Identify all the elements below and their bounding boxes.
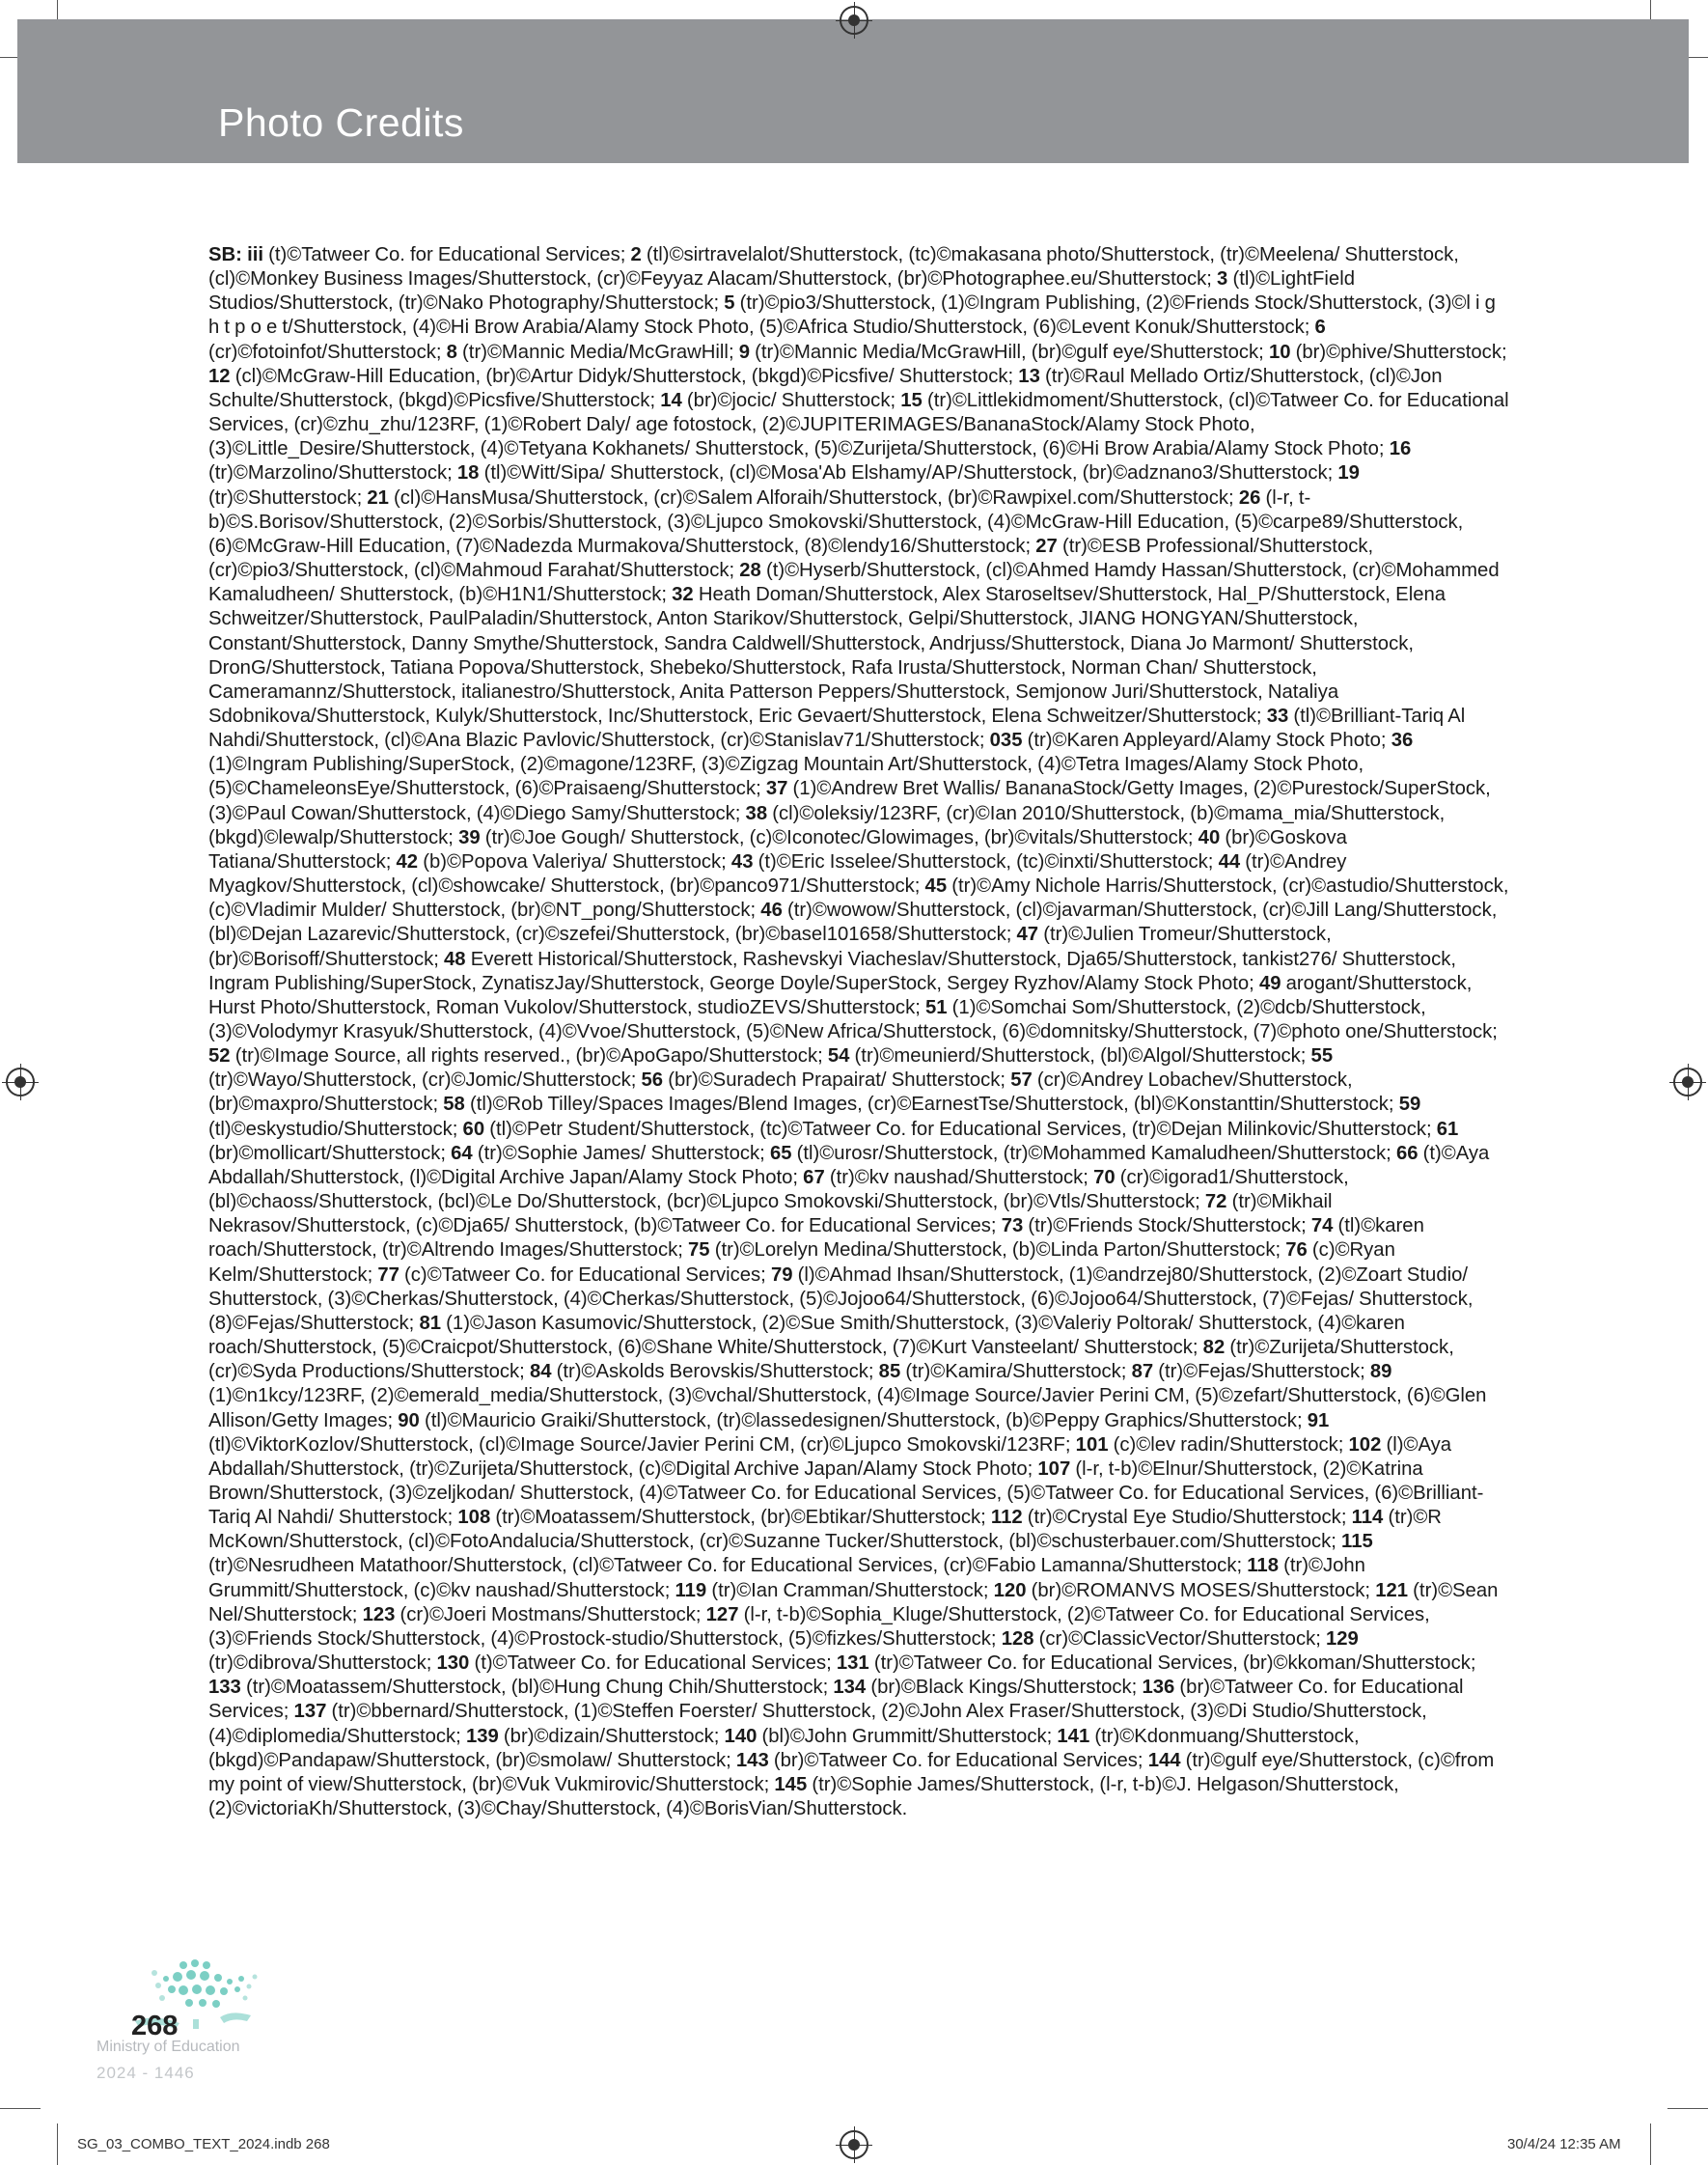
credit-text: (tr)©Moatassem/Shutterstock, (bl)©Hung Chung Chih/Shutterstock; xyxy=(240,1677,834,1699)
credit-text: (tr)©R McKown/Shutterstock, (cl)©FotoAndalucia/Shutterstock, (cr)©Suzanne Tucker/Shutterstock, (bl)©schusterbauer.com/Shutterstock; xyxy=(208,1507,1442,1553)
credit-entry xyxy=(833,1677,1142,1698)
credit-text: (br)©Suradech Prapairat/ Shutterstock; xyxy=(663,1069,1011,1092)
credit-text: (tr)©Lorelyn Medina/Shutterstock, (b)©Linda Parton/Shutterstock; xyxy=(709,1239,1286,1262)
credit-entry xyxy=(736,1750,1148,1771)
credit-page-number: 140 xyxy=(724,1725,758,1747)
credit-text: (tr)©Image Source, all rights reserved., (br)©ApoGapo/Shutterstock; xyxy=(230,1045,828,1068)
credit-page-number: 119 xyxy=(675,1579,707,1601)
credit-entry xyxy=(660,390,900,411)
credit-text: (tr)©Marzolino/Shutterstock; xyxy=(208,462,457,485)
credit-text: (br)©Goskova Tatiana/Shutterstock; xyxy=(208,826,1347,873)
credit-text: (cr)©ClassicVector/Shutterstock; xyxy=(1033,1627,1326,1650)
credit-page-number: 18 xyxy=(456,462,480,485)
page-title: Photo Credits xyxy=(218,100,464,145)
credit-text: (tl)©Mauricio Graiki/Shutterstock, (tr)©lassedesignen/Shutterstock, (b)©Peppy Graphics/Shutterstock; xyxy=(419,1409,1308,1431)
credit-text: (b)©Popova Valeriya/ Shutterstock; xyxy=(418,850,731,873)
credit-page-number: 64 xyxy=(451,1142,473,1164)
credit-text: (br)©Tatweer Co. for Educational Services; xyxy=(768,1749,1148,1771)
credit-page-number: 47 xyxy=(1016,924,1039,946)
credit-page-number: 144 xyxy=(1147,1749,1181,1771)
credit-entry xyxy=(208,366,1018,387)
credit-text: (1)©Somchai Som/Shutterstock, (2)©dcb/Shutterstock, (3)©Volodymyr Krasyuk/Shutterstock, (4)©Vvoe/Shutterstock, (5)©New Africa/Shutterstock, (6)©domnitsky/Shutterstock, (7)©photo one/Shutterstock; xyxy=(208,996,1498,1042)
credit-page-number: 49 xyxy=(1258,972,1281,994)
credit-entry xyxy=(458,827,1198,848)
credit-page-number: 65 xyxy=(769,1142,792,1164)
credit-page-number: 48 xyxy=(444,948,466,970)
credit-page-number: 27 xyxy=(1035,535,1058,557)
credit-page-number: 85 xyxy=(878,1361,901,1383)
credit-entry xyxy=(642,1069,1011,1091)
credit-text: (cl)©HansMusa/Shutterstock, (cr)©Salem Alforaih/Shutterstock, (br)©Rawpixel.com/Shutterstock; xyxy=(388,486,1239,509)
credit-text: (cr)©Joeri Mostmans/Shutterstock; xyxy=(395,1603,706,1625)
credit-page-number: 035 xyxy=(989,730,1023,752)
credit-page-number: 57 xyxy=(1010,1069,1033,1092)
credit-text: (tr)©Ian Cramman/Shutterstock; xyxy=(706,1579,994,1601)
credit-page-number: 67 xyxy=(803,1166,825,1188)
credit-text: (tr)©Kdonmuang/Shutterstock, (bkgd)©Pandapaw/Shutterstock, (br)©smolaw/ Shutterstock; xyxy=(208,1725,1360,1771)
credit-page-number: 136 xyxy=(1142,1677,1175,1699)
credit-text: (tr)©Karen Appleyard/Alamy Stock Photo; xyxy=(1022,730,1391,752)
credit-text: (t)©Tatweer Co. for Educational Services; xyxy=(262,244,631,265)
credit-text: (tl)©Petr Student/Shutterstock, (tc)©Tatweer Co. for Educational Services, (tr)©Dejan Milinkovic/Shutterstock; xyxy=(484,1118,1437,1140)
credit-page-number: 84 xyxy=(529,1361,552,1383)
credit-page-number: 61 xyxy=(1436,1118,1459,1140)
credit-page-number: 10 xyxy=(1268,341,1291,363)
credit-page-number: 108 xyxy=(457,1507,491,1529)
credit-text: (tr)©ESB Professional/Shutterstock, (cr)©pio3/Shutterstock, (cl)©Mahmoud Farahat/Shutterstock; xyxy=(208,535,1374,582)
credit-entry xyxy=(739,342,1269,363)
credit-page-number: 14 xyxy=(660,389,682,411)
credit-page-number: 8 xyxy=(446,341,457,363)
credit-text: (tr)©meunierd/Shutterstock, (bl)©Algol/Shutterstock; xyxy=(849,1045,1311,1068)
credit-page-number: 60 xyxy=(462,1118,485,1140)
credit-text: (tr)©bbernard/Shutterstock, (1)©Steffen Foerster/ Shutterstock, (2)©John Alex Fraser/Shutterstock, (3)©Di Studio/Shutterstock, (4)©diplomedia/Shutterstock; xyxy=(208,1701,1427,1747)
credit-page-number: 19 xyxy=(1337,462,1360,485)
credit-text: (1)©Jason Kasumovic/Shutterstock, (2)©Sue Smith/Shutterstock, (3)©Valeriy Poltorak/ Shutterstock, (4)©karen roach/Shutterstock, (5)©Craicpot/Shutterstock, (6)©Shane White/Shutterstock, (7)©Kurt Vansteelant/ Shutterstock; xyxy=(208,1312,1405,1359)
credit-page-number: 59 xyxy=(1398,1094,1421,1116)
credit-text: (l-r, t-b)©S.Borisov/Shutterstock, (2)©Sorbis/Shutterstock, (3)©Ljupco Smokovski/Shutterstock, (4)©McGraw-Hill Education, (5)©carpe89/Shutterstock, (6)©McGraw-Hill Education, (7)©Nadezda Murmakova/Shutterstock, (8)©lendy16/Shutterstock; xyxy=(208,486,1464,557)
credit-text: (tr)©Nesrudheen Matathoor/Shutterstock, (cl)©Tatweer Co. for Educational Services, (cr)©Fabio Lamanna/Shutterstock; xyxy=(208,1555,1248,1577)
credit-page-number: 114 xyxy=(1351,1507,1384,1529)
credit-entry xyxy=(994,1580,1376,1601)
credit-page-number: 45 xyxy=(924,875,948,898)
registration-mark-icon xyxy=(6,1068,35,1096)
credit-text: (t)©Aya Abdallah/Shutterstock, (l)©Digital Archive Japan/Alamy Stock Photo; xyxy=(208,1142,1490,1188)
credit-text: (tl)©sirtravelalot/Shutterstock, (tc)©makasana photo/Shutterstock, (tr)©Meelena/ Shutterstock, (cl)©Monkey Business Images/Shutterstock, (cr)©Feyyaz Alacam/Shutterstock, (br)©Photographee.eu/Shutterstock; xyxy=(208,244,1459,291)
registration-mark-icon xyxy=(1673,1068,1702,1096)
credit-text: (tr)©wowow/Shutterstock, (cl)©javarman/Shutterstock, (cr)©Jill Lang/Shutterstock, (bl)©Dejan Lazarevic/Shutterstock, (cr)©szefei/Shutterstock, (br)©basel101658/Shutterstock; xyxy=(208,900,1498,946)
credit-page-number: 43 xyxy=(730,850,754,873)
credit-text: (tr)©kv naushad/Shutterstock; xyxy=(824,1166,1094,1188)
credit-text: (c)©Ryan Kelm/Shutterstock; xyxy=(208,1239,1395,1286)
credit-text: (br)©dizain/Shutterstock; xyxy=(498,1725,725,1747)
credit-page-number: 76 xyxy=(1285,1239,1308,1262)
credit-page-number: 131 xyxy=(836,1652,869,1675)
credit-page-number: 58 xyxy=(443,1094,465,1116)
credit-entry xyxy=(377,1264,771,1286)
credit-text: (t)©Tatweer Co. for Educational Services; xyxy=(469,1652,837,1675)
credit-text: (tl)©Rob Tilley/Spaces Images/Blend Images, (cr)©EarnestTse/Shutterstock, (bl)©Konstanttin/Shutterstock; xyxy=(464,1094,1399,1116)
credit-text: (l)©Ahmad Ihsan/Shutterstock, (1)©andrzej80/Shutterstock, (2)©Zoart Studio/ Shutterstock, (3)©Cherkas/Shutterstock, (4)©Cherkas/Shutterstock, (5)©Jojoo64/Shutterstock, (6)©Jojoo64/Shutterstock, (7)©Fejas/ Shutterstock, (8)©Fejas/Shutterstock; xyxy=(208,1263,1474,1334)
credit-entry xyxy=(1076,1434,1349,1456)
credit-page-number: 36 xyxy=(1391,730,1414,752)
credit-entry xyxy=(457,462,1338,484)
credit-text: (br)©mollicart/Shutterstock; xyxy=(208,1142,452,1164)
credit-page-number: 128 xyxy=(1001,1627,1034,1650)
credit-text: (tr)©Amy Nichole Harris/Shutterstock, (cr)©astudio/Shutterstock, (c)©Vladimir Mulder/ Shutterstock, (br)©NT_pong/Shutterstock; xyxy=(208,875,1509,922)
credit-page-number: 44 xyxy=(1218,850,1241,873)
credit-text: (tl)©karen roach/Shutterstock, (tr)©Altrendo Images/Shutterstock; xyxy=(208,1215,1424,1262)
credit-text: (br)©Tatweer Co. for Educational Services; xyxy=(208,1677,1464,1723)
credit-page-number: 123 xyxy=(362,1603,396,1625)
credit-entry xyxy=(828,1045,1311,1067)
credit-entry xyxy=(208,1045,828,1067)
credit-text: (tr)©Wayo/Shutterstock, (cr)©Jomic/Shutterstock; xyxy=(208,1069,642,1092)
ministry-year: 2024 - 1446 xyxy=(96,2064,195,2082)
credit-text: (c)©lev radin/Shutterstock; xyxy=(1108,1433,1349,1456)
credit-text: (t)©Eric Isselee/Shutterstock, (tc)©inxti/Shutterstock; xyxy=(753,850,1219,873)
credit-page-number: 72 xyxy=(1204,1191,1227,1213)
credit-text: (tr)©Friends Stock/Shutterstock; xyxy=(1023,1215,1311,1237)
credit-text: (tr)©Shutterstock; xyxy=(208,486,368,509)
page-number: 268 xyxy=(131,2011,179,2041)
credit-page-number: 5 xyxy=(724,292,735,315)
credit-page-number: 26 xyxy=(1238,486,1261,509)
credit-page-number: 115 xyxy=(1341,1531,1373,1553)
credit-text: (tl)©ViktorKozlov/Shutterstock, (cl)©Image Source/Javier Perini CM, (cr)©Ljupco Smokovski/123RF; xyxy=(208,1433,1076,1456)
credit-entry xyxy=(208,1677,833,1698)
credit-page-number: 81 xyxy=(419,1312,442,1334)
credit-entry xyxy=(463,1119,1437,1140)
credit-entry xyxy=(437,1652,837,1674)
credit-page-number: 102 xyxy=(1348,1433,1382,1456)
credit-page-number: 32 xyxy=(672,584,694,606)
credit-page-number: 87 xyxy=(1131,1361,1154,1383)
credit-page-number: 120 xyxy=(993,1579,1027,1601)
credit-entry xyxy=(837,1652,1476,1674)
credit-entry xyxy=(208,584,1446,727)
crop-mark xyxy=(0,2108,41,2109)
credit-page-number: 134 xyxy=(833,1677,867,1699)
credit-page-number: 51 xyxy=(924,996,948,1018)
credit-page-number: 143 xyxy=(735,1749,769,1771)
credit-page-number: 129 xyxy=(1326,1627,1359,1650)
credit-page-number: 3 xyxy=(1217,268,1228,291)
credit-entry xyxy=(451,1143,770,1164)
credit-text: (tl)©Witt/Sipa/ Shutterstock, (cl)©Mosa'Ab Elshamy/AP/Shutterstock, (br)©adznano3/Shutterstock; xyxy=(479,462,1338,485)
credit-entry xyxy=(1269,342,1507,363)
credit-page-number: SB: iii xyxy=(208,244,263,265)
credit-page-number: 79 xyxy=(770,1263,793,1286)
credit-text: (tr)©Kamira/Shutterstock; xyxy=(900,1361,1132,1383)
credit-entry xyxy=(367,487,1238,509)
credit-entry xyxy=(1132,1361,1370,1382)
credit-text: (tr)©dibrova/Shutterstock; xyxy=(208,1652,437,1675)
credit-text: (tr)©Joe Gough/ Shutterstock, (c)©Iconotec/Glowimages, (br)©vitals/Shutterstock; xyxy=(480,826,1198,848)
credit-page-number: 130 xyxy=(436,1652,470,1675)
ministry-name-english: Ministry of Education xyxy=(96,2039,240,2055)
credit-entry xyxy=(1002,1215,1311,1236)
credit-text: (1)©Andrew Bret Wallis/ BananaStock/Getty Images, (2)©Purestock/SuperStock, (3)©Paul Cowan/Shutterstock, (4)©Diego Samy/Shutterstock; xyxy=(208,778,1491,824)
credit-page-number: 52 xyxy=(208,1045,231,1068)
slug-file-name: SG_03_COMBO_TEXT_2024.indb 268 xyxy=(77,2136,330,2152)
credit-page-number: 28 xyxy=(739,560,761,582)
credit-text: (tr)©Askolds Berovskis/Shutterstock; xyxy=(551,1361,879,1383)
credit-page-number: 39 xyxy=(458,826,481,848)
credit-text: (tr)©gulf eye/Shutterstock, (c)©from my point of view/Shutterstock, (br)©Vuk Vukmirovic/Shutterstock; xyxy=(208,1749,1495,1795)
credit-page-number: 54 xyxy=(827,1045,850,1068)
registration-mark-icon xyxy=(840,6,868,35)
credit-entry xyxy=(725,1726,1058,1747)
registration-mark-icon xyxy=(840,2130,868,2159)
credit-page-number: 2 xyxy=(630,244,642,265)
credit-text: (tr)©Moatassem/Shutterstock, (br)©Ebtikar/Shutterstock; xyxy=(490,1507,991,1529)
credit-text: (br)©Black Kings/Shutterstock; xyxy=(866,1677,1143,1699)
credit-entry xyxy=(688,1239,1285,1261)
credit-text: (tr)©Mannic Media/McGrawHill, (br)©gulf eye/Shutterstock; xyxy=(750,341,1269,363)
credit-text: (tr)©Crystal Eye Studio/Shutterstock; xyxy=(1022,1507,1352,1529)
credit-text: (t)©Hyserb/Shutterstock, (cl)©Ahmed Hamdy Hassan/Shutterstock, (cr)©Mohammed Kamaludheen/ Shutterstock, (b)©H1N1/Shutterstock; xyxy=(208,560,1500,606)
credit-page-number: 55 xyxy=(1310,1045,1334,1068)
credit-page-number: 42 xyxy=(396,850,419,873)
credit-text: (tl)©Brilliant-Tariq Al Nahdi/Shutterstock, (cl)©Ana Blazic Pavlovic/Shutterstock, (cr)©Stanislav71/Shutterstock; xyxy=(208,705,1466,752)
credit-text: (cr)©fotoinfot/Shutterstock; xyxy=(208,341,447,363)
credit-text: (tl)©eskystudio/Shutterstock; xyxy=(208,1118,463,1140)
credit-entry xyxy=(208,244,631,265)
credit-page-number: 89 xyxy=(1369,1361,1392,1383)
crop-mark xyxy=(57,2123,58,2165)
credit-text: arogant/Shutterstock, Hurst Photo/Shutterstock, Roman Vukolov/Shutterstock, studioZEVS/Shutterstock; xyxy=(208,972,1473,1018)
credit-entry xyxy=(363,1604,706,1625)
credit-text: (tr)©Raul Mellado Ortiz/Shutterstock, (cl)©Jon Schulte/Shutterstock, (bkgd)©Picsfive/Shutterstock; xyxy=(208,365,1443,411)
credit-page-number: 90 xyxy=(398,1409,420,1431)
credit-text: (tl)©LightField Studios/Shutterstock, (tr)©Nako Photography/Shutterstock; xyxy=(208,268,1355,315)
credit-text: (1)©n1kcy/123RF, (2)©emerald_media/Shutterstock, (3)©vchal/Shutterstock, (4)©Image Source/Javier Perini CM, (5)©zefart/Shutterstock, (6)©Glen Allison/Getty Images; xyxy=(208,1385,1487,1431)
credit-text: (tr)©Fejas/Shutterstock; xyxy=(1153,1361,1370,1383)
credit-text: (tr)©Tatweer Co. for Educational Services, (br)©kkoman/Shutterstock; xyxy=(868,1652,1476,1675)
credit-entry xyxy=(675,1580,993,1601)
credit-page-number: 66 xyxy=(1395,1142,1419,1164)
credit-entry xyxy=(398,1410,1307,1431)
credit-page-number: 38 xyxy=(745,802,768,824)
credit-entry xyxy=(1002,1628,1326,1650)
slug-date: 30/4/24 12:35 AM xyxy=(1507,2136,1621,2152)
credit-entry xyxy=(530,1361,879,1382)
credit-entry xyxy=(991,1507,1352,1528)
credit-entry xyxy=(803,1167,1093,1188)
credit-entry xyxy=(731,851,1219,873)
credit-text: (tr)©Sean Nel/Shutterstock; xyxy=(208,1579,1499,1625)
credit-page-number: 37 xyxy=(765,778,788,800)
credit-page-number: 145 xyxy=(774,1773,808,1795)
credit-page-number: 107 xyxy=(1037,1457,1071,1480)
credit-text: (br)©phive/Shutterstock; xyxy=(1290,341,1507,363)
credit-page-number: 121 xyxy=(1375,1579,1409,1601)
credit-page-number: 33 xyxy=(1266,705,1289,727)
credit-page-number: 9 xyxy=(738,341,750,363)
credit-page-number: 141 xyxy=(1057,1725,1090,1747)
crop-mark xyxy=(1650,2123,1651,2165)
credit-page-number: 70 xyxy=(1093,1166,1116,1188)
credit-entry xyxy=(466,1726,725,1747)
credit-page-number: 40 xyxy=(1198,826,1221,848)
credit-text: (bl)©John Grummitt/Shutterstock; xyxy=(757,1725,1058,1747)
credit-page-number: 139 xyxy=(465,1725,499,1747)
credit-text: (tr)©Zurijeta/Shutterstock, (cr)©Syda Productions/Shutterstock; xyxy=(208,1337,1454,1383)
credit-text: (tr)©John Grummitt/Shutterstock, (c)©kv naushad/Shutterstock; xyxy=(208,1555,1365,1601)
credit-entry xyxy=(447,342,739,363)
credit-text: (cl)©McGraw-Hill Education, (br)©Artur Didyk/Shutterstock, (bkgd)©Picsfive/ Shutterstock; xyxy=(230,365,1019,387)
credit-text: (tr)©Andrey Myagkov/Shutterstock, (cl)©showcake/ Shutterstock, (br)©panco971/Shutterstock; xyxy=(208,850,1347,898)
credit-text: (tr)©Littlekidmoment/Shutterstock, (cl)©Tatweer Co. for Educational Services, (cr)©zhu_zhu/123RF, (1)©Robert Daly/ age fotostock, (2)©JUPITERIMAGES/BananaStock/Alamy Stock Photo, (3)©Little_Desire/Shutterstock, (4)©Tetyana Kokhanets/ Shutterstock, (5)©Zurijeta/Shutterstock, (6)©Hi Brow Arabia/Alamy Stock Photo; xyxy=(208,389,1509,460)
credit-page-number: 73 xyxy=(1001,1215,1024,1237)
credit-entry xyxy=(457,1507,991,1528)
credit-page-number: 12 xyxy=(208,365,231,387)
credit-page-number: 13 xyxy=(1018,365,1040,387)
credit-text: (cr)©igorad1/Shutterstock, (bl)©chaoss/Shutterstock, (bcl)©Le Do/Shutterstock, (bcr)©Ljupco Smokovski/Shutterstock, (br)©Vtls/Shutterstock; xyxy=(208,1166,1349,1213)
credit-page-number: 15 xyxy=(900,389,923,411)
credit-entry xyxy=(990,730,1391,751)
credit-text: (tr)©pio3/Shutterstock, (1)©Ingram Publishing, (2)©Friends Stock/Shutterstock, (3)©l i g h t p o e t/Shutterstock, (4)©Hi Brow Arabia/Alamy Stock Photo, (5)©Africa Studio/Shutterstock, (6)©Levent Konuk/Shutterstock; xyxy=(208,292,1496,339)
credit-text: Everett Historical/Shutterstock, Rashevskyi Viacheslav/Shutterstock, Dja65/Shutterstock, tankist276/ Shutterstock, Ingram Publishing/SuperStock, ZynatiszJay/Shutterstock, George Doyle/SuperStock, Sergey Ryzhov/Alamy Stock Photo; xyxy=(208,948,1456,994)
credit-page-number: 101 xyxy=(1075,1433,1109,1456)
credit-page-number: 77 xyxy=(377,1263,399,1286)
credit-page-number: 46 xyxy=(760,900,783,922)
credit-text: Heath Doman/Shutterstock, Alex Staroseltsev/Shutterstock, Hal_P/Shutterstock, Elena Schweitzer/Shutterstock, PaulPaladin/Shutterstock, Anton Starikov/Shutterstock, Gelpi/Shutterstock, JIANG HONGYAN/Shutterstock, Constant/Shutterstock, Danny Smythe/Shutterstock, Sandra Caldwell/Shutterstock, Andrjuss/Shutterstock, Diana Jo Marmont/ Shutterstock, DronG/Shutterstock, Tatiana Popova/Shutterstock, Shebeko/Shutterstock, Rafa Irusta/Shutterstock, Norman Chan/ Shutterstock, Cameramannz/Shutterstock, italianestro/Shutterstock, Anita Patterson Peppers/Shutterstock, Semjonow Juri/Shutterstock, Nataliya Sdobnikova/Shutterstock, Kulyk/Shutterstock, Inc/Shutterstock, Eric Gevaert/Shutterstock, Elena Schweitzer/Shutterstock; xyxy=(208,584,1446,727)
credit-page-number: 56 xyxy=(641,1069,664,1092)
credit-page-number: 137 xyxy=(293,1701,327,1723)
credit-text: (tl)©urosr/Shutterstock, (tr)©Mohammed Kamaludheen/Shutterstock; xyxy=(791,1142,1396,1164)
credit-page-number: 21 xyxy=(367,486,389,509)
credit-entry xyxy=(770,1143,1396,1164)
credit-text: (tr)©Mannic Media/McGrawHill; xyxy=(456,341,739,363)
credit-text: (br)©jocic/ Shutterstock; xyxy=(681,389,901,411)
credit-page-number: 118 xyxy=(1247,1555,1279,1577)
credit-text: (l-r, t-b)©Elnur/Shutterstock, (2)©Katrina Brown/Shutterstock, (3)©zeljkodan/ Shutterstock, (4)©Tatweer Co. for Educational Services, (5)©Tatweer Co. for Educational Services, (6)©Brilliant-Tariq Al Nahdi/ Shutterstock; xyxy=(208,1457,1484,1529)
credit-page-number: 82 xyxy=(1202,1337,1226,1359)
credit-entry xyxy=(397,851,731,873)
credit-text: (tr)©Mikhail Nekrasov/Shutterstock, (c)©Dja65/ Shutterstock, (b)©Tatweer Co. for Educational Services; xyxy=(208,1191,1333,1237)
credit-text: (tr)©Julien Tromeur/Shutterstock, (br)©Borisoff/Shutterstock; xyxy=(208,924,1332,970)
credits-body xyxy=(208,243,1511,1821)
credit-page-number: 6 xyxy=(1314,317,1326,339)
credit-page-number: 133 xyxy=(208,1677,241,1699)
credit-page-number: 74 xyxy=(1310,1215,1334,1237)
credit-text: (tr)©Sophie James/ Shutterstock; xyxy=(472,1142,770,1164)
credit-text: (tr)©Sophie James/Shutterstock, (l-r, t-b)©J. Helgason/Shutterstock, (2)©victoriaKh/Shutterstock, (3)©Chay/Shutterstock, (4)©BorisVian/Shutterstock. xyxy=(208,1773,1399,1819)
credit-text: (c)©Tatweer Co. for Educational Services; xyxy=(399,1263,771,1286)
credit-page-number: 112 xyxy=(990,1507,1023,1529)
credit-page-number: 16 xyxy=(1389,438,1412,460)
credit-entry xyxy=(443,1094,1398,1115)
credit-text: (cl)©oleksiy/123RF, (cr)©Ian 2010/Shutterstock, (b)©mama_mia/Shutterstock, (bkgd)©lewalp/Shutterstock; xyxy=(208,802,1446,848)
credit-text: (br)©ROMANVS MOSES/Shutterstock; xyxy=(1026,1579,1376,1601)
credit-text: (1)©Ingram Publishing/SuperStock, (2)©magone/123RF, (3)©Zigzag Mountain Art/Shutterstock, (4)©Tetra Images/Alamy Stock Photo, (5)©ChameleonsEye/Shutterstock, (6)©Praisaeng/Shutterstock; xyxy=(208,754,1364,800)
credit-entry xyxy=(879,1361,1132,1382)
credit-page-number: 127 xyxy=(705,1603,739,1625)
credit-text: (l-r, t-b)©Sophia_Kluge/Shutterstock, (2)©Tatweer Co. for Educational Services, (3)©Friends Stock/Shutterstock, (4)©Prostock-studio/Shutterstock, (5)©fizkes/Shutterstock; xyxy=(208,1603,1430,1650)
credit-page-number: 75 xyxy=(688,1239,710,1262)
crop-mark xyxy=(1667,2108,1708,2109)
credit-text: (cr)©Andrey Lobachev/Shutterstock, (br)©maxpro/Shutterstock; xyxy=(208,1069,1353,1116)
credit-page-number: 91 xyxy=(1307,1409,1330,1431)
credit-text: (l)©Aya Abdallah/Shutterstock, (tr)©Zurijeta/Shutterstock, (c)©Digital Archive Japan/Alamy Stock Photo; xyxy=(208,1433,1452,1480)
